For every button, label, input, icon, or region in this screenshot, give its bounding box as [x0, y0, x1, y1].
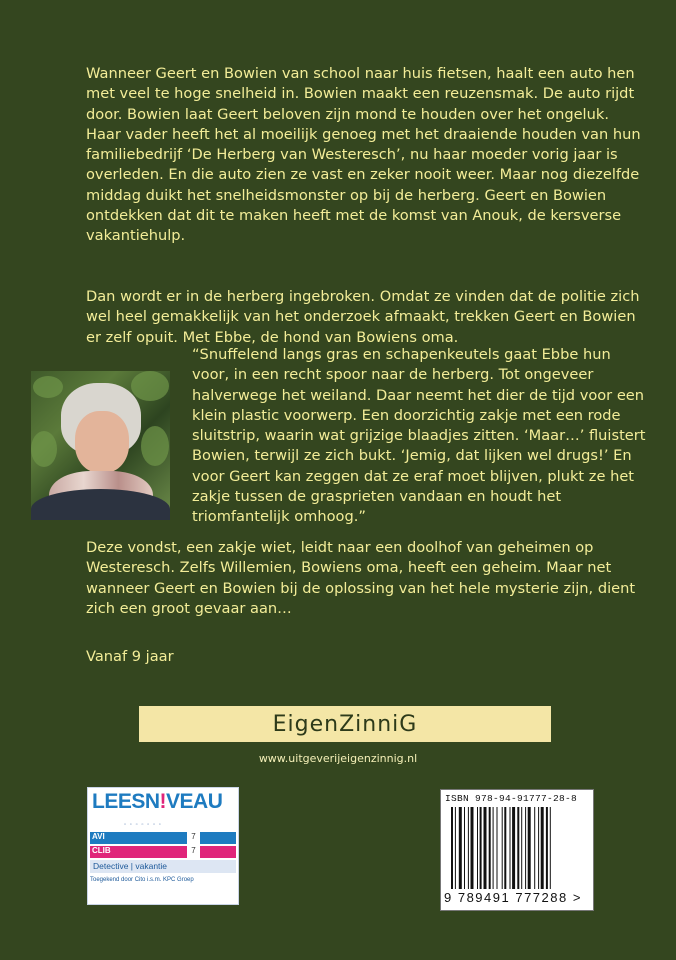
barcode-bar — [468, 807, 469, 889]
clib-selected-level: 7 — [187, 846, 200, 858]
barcode-bar — [534, 807, 535, 889]
barcode-bar — [512, 807, 515, 889]
isbn-text: ISBN 978-94-91777-28-8 — [445, 793, 578, 804]
barcode-bar — [517, 807, 519, 889]
age-indication: Vanaf 9 jaar — [86, 648, 174, 665]
blurb-quote: “Snuffelend langs gras en schapenkeutels gaat Ebbe hun voor, in een recht spoor naar de herberg. Tot ongeveer halverwege het weiland. Daar neemt het dier de tijd voor een klein plastic voorwerp. Een doorzichtig zakje met een rode sluitstrip, waarin wat grijzige blaadjes zitten. ‘Maar…’ fluistert Bowien, terwijl ze zich bukt. ‘Jemig, dat lijken wel drugs!’ En voor Geert kan zeggen dat ze eraf moet blijven, plukt ze het zakje tussen de grasprieten vandaan en houdt het triomfantelijk omhoog.” — [192, 346, 646, 526]
barcode-bar — [525, 807, 526, 889]
barcode-bar — [477, 807, 478, 889]
barcode-bar — [455, 807, 456, 889]
ean-number: 9 789491 777288 > — [444, 890, 582, 905]
author-photo — [31, 371, 170, 520]
barcode-bar — [484, 807, 487, 889]
barcode-bar — [451, 807, 453, 889]
barcode-bar — [480, 807, 482, 889]
barcode-bar — [502, 807, 503, 889]
barcode-bar — [459, 807, 462, 889]
barcode-bar — [464, 807, 465, 889]
leesniveau-title: LEESN!VEAU — [92, 790, 223, 813]
blurb-paragraph-3: Deze vondst, een zakje wiet, leidt naar een doolhof van geheimen op Westeresch. Zelfs Willemien, Bowiens oma, heeft een geheim. Maar net wanneer Geert en Bowien bij de oplossing van het hele mysterie zijn, dient zich een groot gevaar aan… — [86, 539, 636, 617]
leesniveau-footer: Toegekend door Cito i.s.m. KPC Groep — [90, 877, 194, 883]
blurb-paragraph-1: Wanneer Geert en Bowien van school naar huis fietsen, haalt een auto hen met veel te hoge snelheid in. Bowien maakt een reuzensmak. De auto rijdt door. Bowien laat Geert beloven zijn mond te houden over het ongeluk. Haar vader heeft het al moeilijk genoeg met het draaiende houden van hun familiebedrijf ‘De Herberg van Westeresch’, nu haar moeder vorig jaar is overleden. En die auto zien ze vast en zeker nooit weer. Maar nog diezelfde middag duikt het snelheidsmonster op bij de herberg. Geert en Bowien ontdekken dat dit te maken heeft met de komst van Anouk, de kersverse vakantiehulp. — [86, 65, 641, 245]
isbn-barcode — [440, 789, 594, 911]
barcode-bar — [510, 807, 511, 889]
barcode-bar — [546, 807, 548, 889]
leesniveau-badge — [87, 787, 239, 905]
publisher-logo-text: EigenZinniG — [272, 711, 418, 737]
barcode-bar — [497, 807, 498, 889]
leesniveau-genre: Detective | vakantie — [90, 860, 236, 873]
barcode-bar — [541, 807, 544, 889]
barcode-bars — [451, 807, 585, 889]
barcode-bar — [528, 807, 531, 889]
clib-label: CLIB — [92, 846, 111, 855]
barcode-bar — [538, 807, 539, 889]
leesniveau-avi-row — [90, 832, 236, 844]
avi-selected-level: 7 — [187, 832, 200, 844]
barcode-bar — [550, 807, 551, 889]
leesniveau-clib-row — [90, 846, 236, 858]
publisher-url[interactable]: www.uitgeverijeigenzinnig.nl — [258, 752, 418, 765]
publisher-logo — [139, 706, 551, 742]
barcode-bar — [471, 807, 474, 889]
blurb-paragraph-2: Dan wordt er in de herberg ingebroken. Omdat ze vinden dat de politie zich wel heel gemakkelijk van het onderzoek afmaakt, trekken Geert en Bowien er zelf opuit. Met Ebbe, de hond van Bowiens oma. — [86, 288, 640, 346]
barcode-bar — [504, 807, 506, 889]
barcode-bar — [489, 807, 491, 889]
barcode-bar — [493, 807, 494, 889]
avi-label: AVI — [92, 832, 105, 841]
leesniveau-grade-header: ▫ ▫ ▫ ▫ ▫ ▫ ▫ — [124, 822, 162, 828]
barcode-bar — [521, 807, 522, 889]
